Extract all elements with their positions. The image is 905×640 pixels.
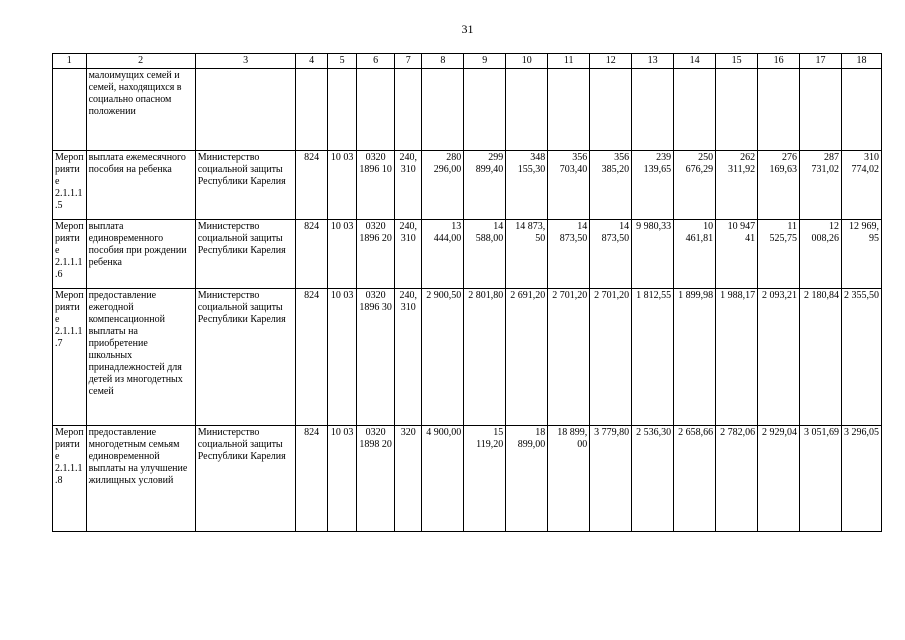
value-cell: 2 691,20 <box>506 289 548 426</box>
table-row <box>53 426 882 532</box>
value-cell: 18 899,00 <box>506 426 548 532</box>
vr-cell <box>395 69 422 151</box>
csr-cell: 0320 1896 20 <box>357 220 395 289</box>
value-cell: 11 525,75 <box>758 220 800 289</box>
rzpr-cell: 10 03 <box>327 151 356 220</box>
value-cell: 2 929,04 <box>758 426 800 532</box>
value-cell: 2 093,21 <box>758 289 800 426</box>
column-header: 1 <box>53 54 87 69</box>
value-cell <box>422 69 464 151</box>
description-cell: выплата ежемесячного пособия на ребенка <box>86 151 195 220</box>
executor-cell: Министерство социальной защиты Республики Карелия <box>195 151 296 220</box>
value-cell: 9 980,33 <box>632 220 674 289</box>
vr-cell: 240, 310 <box>395 220 422 289</box>
value-cell: 348 155,30 <box>506 151 548 220</box>
value-cell: 14 873,50 <box>548 220 590 289</box>
vr-cell: 240, 310 <box>395 289 422 426</box>
value-cell: 1 988,17 <box>716 289 758 426</box>
value-cell: 1 899,98 <box>674 289 716 426</box>
column-header: 6 <box>357 54 395 69</box>
event-cell: Мероприятие 2.1.1.1.8 <box>53 426 87 532</box>
value-cell <box>506 69 548 151</box>
table-row <box>53 69 882 151</box>
csr-cell <box>357 69 395 151</box>
value-cell <box>716 69 758 151</box>
event-cell <box>53 69 87 151</box>
executor-cell: Министерство социальной защиты Республики Карелия <box>195 289 296 426</box>
column-header: 14 <box>674 54 716 69</box>
column-header: 12 <box>590 54 632 69</box>
value-cell <box>674 69 716 151</box>
value-cell: 14 873, 50 <box>506 220 548 289</box>
value-cell: 4 900,00 <box>422 426 464 532</box>
value-cell: 3 779,80 <box>590 426 632 532</box>
vr-cell: 320 <box>395 426 422 532</box>
value-cell: 10 461,81 <box>674 220 716 289</box>
value-cell: 12 969, 95 <box>842 220 882 289</box>
column-header: 11 <box>548 54 590 69</box>
value-cell: 2 701,20 <box>590 289 632 426</box>
value-cell <box>800 69 842 151</box>
column-header: 8 <box>422 54 464 69</box>
column-header: 10 <box>506 54 548 69</box>
value-cell <box>548 69 590 151</box>
value-cell: 299 899,40 <box>464 151 506 220</box>
column-header: 7 <box>395 54 422 69</box>
value-cell: 2 658,66 <box>674 426 716 532</box>
value-cell: 356 703,40 <box>548 151 590 220</box>
value-cell: 3 051,69 <box>800 426 842 532</box>
table-row <box>53 151 882 220</box>
csr-cell: 0320 1898 20 <box>357 426 395 532</box>
value-cell: 14 873,50 <box>590 220 632 289</box>
column-header: 3 <box>195 54 296 69</box>
description-cell: предоставление многодетным семьям единовременной выплаты на улучшение жилищных условий <box>86 426 195 532</box>
rzpr-cell: 10 03 <box>327 289 356 426</box>
column-header: 13 <box>632 54 674 69</box>
description-cell: выплата единовременного пособия при рождении ребенка <box>86 220 195 289</box>
value-cell: 2 536,30 <box>632 426 674 532</box>
value-cell: 12 008,26 <box>800 220 842 289</box>
table-row <box>53 220 882 289</box>
value-cell: 13 444,00 <box>422 220 464 289</box>
value-cell: 2 801,80 <box>464 289 506 426</box>
value-cell: 2 355,50 <box>842 289 882 426</box>
table-row <box>53 289 882 426</box>
grbs-cell <box>296 69 327 151</box>
rzpr-cell <box>327 69 356 151</box>
value-cell: 15 119,20 <box>464 426 506 532</box>
page-number: 31 <box>461 22 474 36</box>
event-cell: Мероприятие 2.1.1.1.7 <box>53 289 87 426</box>
column-header: 9 <box>464 54 506 69</box>
column-header: 15 <box>716 54 758 69</box>
value-cell: 280 296,00 <box>422 151 464 220</box>
value-cell <box>632 69 674 151</box>
value-cell: 310 774,02 <box>842 151 882 220</box>
value-cell <box>464 69 506 151</box>
header-row <box>53 54 882 69</box>
executor-cell: Министерство социальной защиты Республики Карелия <box>195 220 296 289</box>
column-header: 4 <box>296 54 327 69</box>
rzpr-cell: 10 03 <box>327 426 356 532</box>
value-cell: 18 899, 00 <box>548 426 590 532</box>
value-cell: 239 139,65 <box>632 151 674 220</box>
value-cell: 276 169,63 <box>758 151 800 220</box>
executor-cell <box>195 69 296 151</box>
description-cell: предоставление ежегодной компенсационной выплаты на приобретение школьных принадлежностей для детей из многодетных семей <box>86 289 195 426</box>
column-header: 5 <box>327 54 356 69</box>
value-cell: 3 296,05 <box>842 426 882 532</box>
grbs-cell: 824 <box>296 289 327 426</box>
budget-table <box>52 53 882 532</box>
executor-cell: Министерство социальной защиты Республики Карелия <box>195 426 296 532</box>
vr-cell: 240, 310 <box>395 151 422 220</box>
column-header: 17 <box>800 54 842 69</box>
value-cell: 2 180,84 <box>800 289 842 426</box>
event-cell: Мероприятие 2.1.1.1.6 <box>53 220 87 289</box>
value-cell <box>758 69 800 151</box>
csr-cell: 0320 1896 10 <box>357 151 395 220</box>
csr-cell: 0320 1896 30 <box>357 289 395 426</box>
value-cell: 2 900,50 <box>422 289 464 426</box>
value-cell: 2 782,06 <box>716 426 758 532</box>
table-body <box>53 69 882 532</box>
description-cell: малоимущих семей и семей, находящихся в социально опасном положении <box>86 69 195 151</box>
value-cell: 10 947 41 <box>716 220 758 289</box>
column-header: 16 <box>758 54 800 69</box>
grbs-cell: 824 <box>296 151 327 220</box>
value-cell: 262 311,92 <box>716 151 758 220</box>
value-cell: 356 385,20 <box>590 151 632 220</box>
value-cell: 250 676,29 <box>674 151 716 220</box>
value-cell: 287 731,02 <box>800 151 842 220</box>
column-header: 2 <box>86 54 195 69</box>
event-cell: Мероприятие 2.1.1.1.5 <box>53 151 87 220</box>
value-cell: 1 812,55 <box>632 289 674 426</box>
column-header: 18 <box>842 54 882 69</box>
value-cell <box>590 69 632 151</box>
grbs-cell: 824 <box>296 220 327 289</box>
rzpr-cell: 10 03 <box>327 220 356 289</box>
value-cell: 2 701,20 <box>548 289 590 426</box>
value-cell: 14 588,00 <box>464 220 506 289</box>
grbs-cell: 824 <box>296 426 327 532</box>
value-cell <box>842 69 882 151</box>
